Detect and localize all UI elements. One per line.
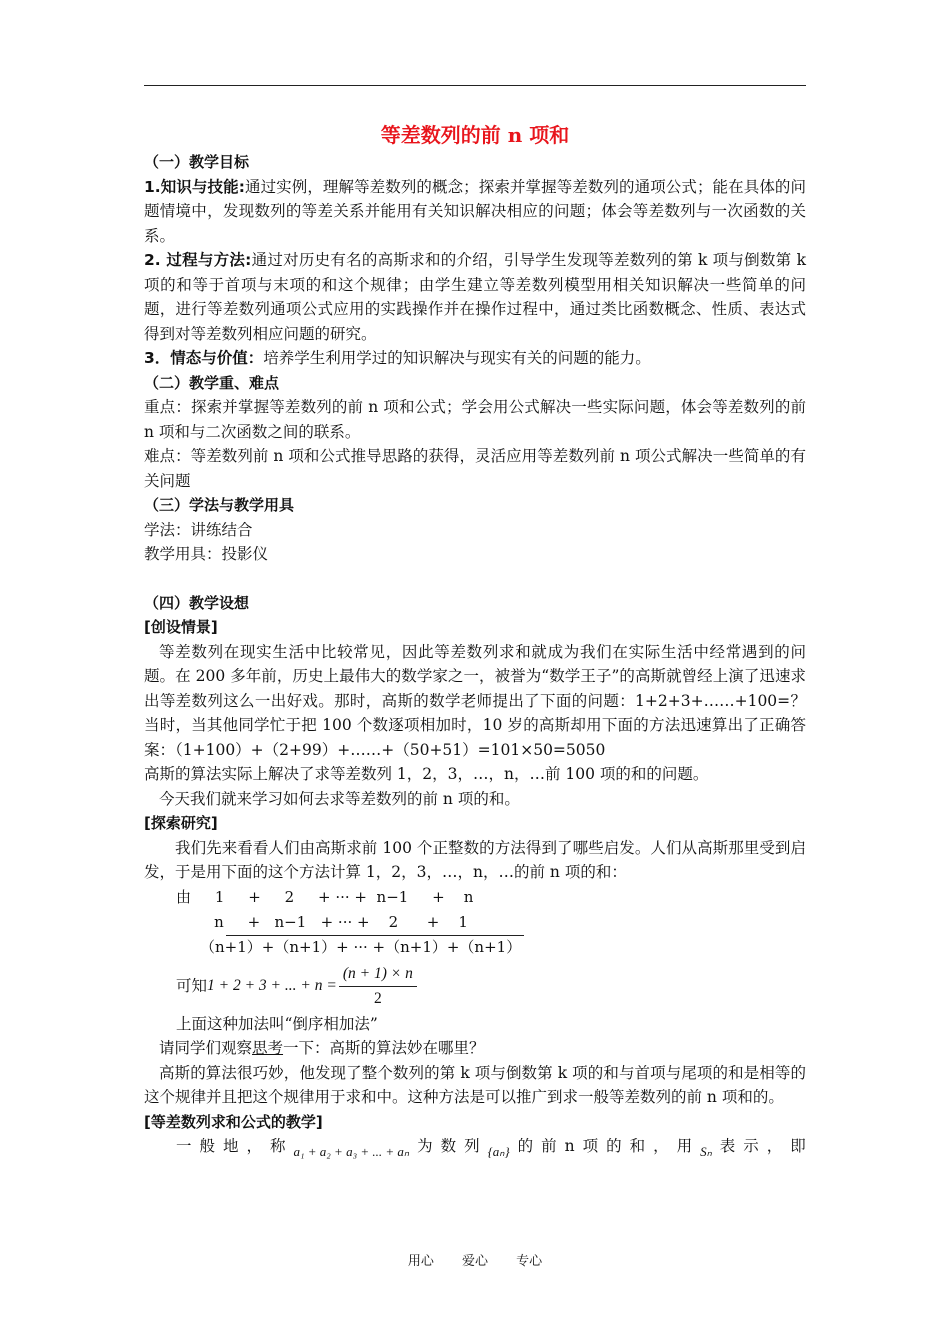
- sequence-symbol: {aₙ}: [487, 1144, 510, 1159]
- document-body: [144, 122, 806, 1159]
- sequence-sum-expression: a₁ + a₂ + a₃ + ... + aₙ: [293, 1144, 410, 1159]
- goal-process: 2. 过程与方法:通过对历史有名的高斯求和的介绍，引导学生发现等差数列的第 k 项与倒数第 k 项的和等于首项与末项的和这个规律；由学生建立等差数列模型用相关知识解决一些简单的问题，进行等差数列通项公式应用的实践操作并在操作过程中，通过类比函数概念、性质、表达式得到对等差数列相应问题的研究。: [144, 251, 806, 343]
- sum-row-forward: 由 1 + 2 + ··· + n−1 + n: [176, 887, 474, 906]
- header-rule: [144, 85, 806, 86]
- reverse-method-note: 上面这种加法叫“倒序相加法”: [176, 1014, 378, 1033]
- formula-intro-line: 一 般 地 ， 称 a₁ + a₂ + a₃ + ... + aₙ 为 数 列 {aₙ} 的 前 n 项 的 和 ， 用 Sₙ 表 示 ， 即: [144, 1134, 806, 1159]
- section-heading-keypoints: （二）教学重、难点: [144, 373, 280, 392]
- subheading-scene: [创设情景]: [144, 618, 218, 636]
- teaching-tools: 教学用具：投影仪: [144, 545, 269, 563]
- sum-fraction: $\frac{(n + 1) \times n}{2}$: [339, 962, 417, 1012]
- sum-formula: 可知 1 + 2 + 3 + ... + n = $\frac{(n + 1) \times n}{2}$: [176, 962, 806, 1012]
- scene-paragraph-2: 高斯的算法实际上解决了求等差数列 1，2，3，…，n，…前 100 项的和的问题。: [144, 765, 709, 783]
- page-footer: [0, 1250, 950, 1269]
- footer-text-2: 爱心: [461, 1254, 488, 1269]
- goal-attitude: 3．情态与价值：培养学生利用学过的知识解决与现实有关的问题的能力。: [144, 349, 651, 367]
- sum-row-total: （n+1）+（n+1）+ ··· +（n+1）+（n+1）: [200, 937, 522, 956]
- reverse-sum-block: [144, 885, 806, 1037]
- footer-text-1: 用心: [407, 1254, 434, 1269]
- subheading-formula: [等差数列求和公式的教学]: [144, 1112, 323, 1131]
- sum-row-reverse: n + n−1 + ··· + 2 + 1: [176, 910, 806, 935]
- explore-paragraph: 我们先来看看人们由高斯求前 100 个正整数的方法得到了哪些启发。人们从高斯那里受到启发，于是用下面的这个方法计算 1，2，3，…，n，…的前 n 项的和：: [144, 838, 806, 881]
- footer-text-3: 专心: [516, 1254, 543, 1269]
- study-method: 学法：讲练结合: [144, 520, 253, 539]
- gauss-explanation: 高斯的算法很巧妙，他发现了整个数列的第 k 项与倒数第 k 项的和与首项与尾项的和是相等的这个规律并且把这个规律用于求和中。这种方法是可以推广到求一般等差数列的前 n 项和的。: [144, 1063, 806, 1106]
- scene-paragraph-3: 今天我们就来学习如何去求等差数列的前 n 项的和。: [159, 789, 520, 808]
- key-point: 重点：探索并掌握等差数列的前 n 项和公式；学会用公式解决一些实际问题，体会等差数列的前 n 项和与二次函数之间的联系。: [144, 398, 806, 441]
- scene-paragraph-1: 等差数列在现实生活中比较常见，因此等差数列求和就成为我们在实际生活中经常遇到的问题。在 200 多年前，历史上最伟大的数学家之一，被誉为“数学王子”的高斯就曾经上演了迅速求出等差数列这么一出好戏。那时，高斯的数学老师提出了下面的问题：1+2+3+……+100=？当时，当其他同学忙于把 100 个数逐项相加时，10 岁的高斯却用下面的方法迅速算出了正确答案：（1+100）+（2+99）+……+（50+51）=101×50=5050: [144, 642, 806, 759]
- sum-underline: [226, 935, 524, 936]
- section-heading-design: （四）教学设想: [144, 593, 250, 612]
- partial-sum-symbol: Sₙ: [700, 1144, 712, 1159]
- goal-knowledge: 1.知识与技能:通过实例，理解等差数列的概念；探索并掌握等差数列的通项公式；能在具体的问题情境中，发现数列的等差关系并能用有关知识解决相应的问题；体会等差数列与一次函数的关系。: [144, 177, 806, 245]
- difficult-point: 难点：等差数列前 n 项和公式推导思路的获得，灵活应用等差数列前 n 项公式解决一些简单的有关问题: [144, 447, 806, 490]
- section-heading-methods: （三）学法与教学用具: [144, 496, 295, 514]
- ask-question: 请同学们观察思考一下：高斯的算法妙在哪里？: [159, 1039, 485, 1057]
- page-title: 等差数列的前 n 项和: [380, 123, 570, 147]
- subheading-explore: [探索研究]: [144, 814, 218, 832]
- section-heading-goals: （一）教学目标: [144, 153, 250, 171]
